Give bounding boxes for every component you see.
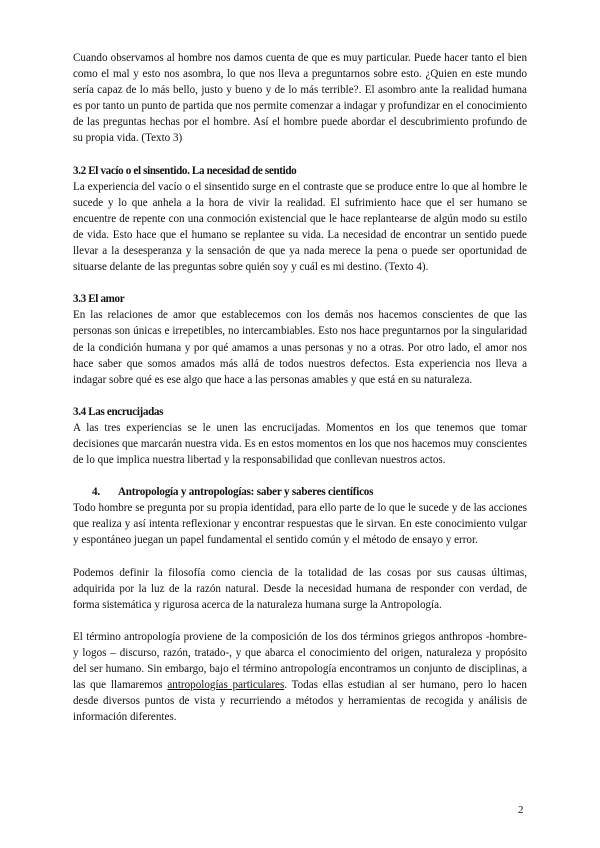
section-3-3-paragraph: En las relaciones de amor que establecemos con los demás nos hacemos conscientes de que las personas son únicas e irrepetibles, no intercambiables. Esto nos hace preguntarnos por la singularidad de la condición humana y por qué amamos a unas personas y no a otras. Por otro lado, el amor nos hace saber que somos amados más allá de todos nuestros defectos. Esta experiencia nos lleva a indagar sobre qué es ese algo que hace a las personas amables y que está en su naturaleza. xyxy=(73,309,527,386)
intro-paragraph: Cuando observamos al hombre nos damos cuenta de que es muy particular. Puede hacer tanto el bien como el mal y esto nos asombra, lo que nos lleva a preguntarnos sobre esto. ¿Quien en este mundo sería capaz de lo más bello, justo y bueno y de lo más terrible?. El asombro ante la realidad humana es por tanto un punto de partida que nos permite comenzar a indagar y profundizar en el conocimiento de las preguntas hechas por el hombre. Así el hombre puede abordar el descubrimiento profundo de su propia vida. (Texto 3) xyxy=(73,52,527,145)
section-3-2-paragraph: La experiencia del vacío o el sinsentido surge en el contraste que se produce entre lo que al hombre le sucede y lo que anhela a la hora de vivir la realidad. El sufrimiento hace que el ser humano se encuentre de repente con una conmoción existencial que le hace replantearse de algún modo su estilo de vida. Esto hace que el humano se replantee su vida. La necesidad de encontrar un sentido puede llevar a la desesperanza y la sensación de que ya nada merece la pena o puede ser oportunidad de situarse delante de las preguntas sobre quién soy y cuál es mi destino. (Texto 4). xyxy=(73,180,527,274)
paragraph-3-text-end: . Todas ellas estudian al ser humano, pero lo hacen desde diversos puntos de vista y recurriendo a métodos y herramientas de recogida y análisis de información diferentes. xyxy=(73,679,527,724)
section-3-3-heading: 3.3 El amor xyxy=(73,293,125,306)
section-3-4-heading: 3.4 Las encrucijadas xyxy=(73,405,164,418)
underlined-term: antropologías particulares xyxy=(167,679,285,692)
section-4-paragraph-1: Todo hombre se pregunta por su propia identidad, para ello parte de lo que le sucede y de las acciones que realiza y así intenta reflexionar y encontrar respuestas que le sirvan. En este conocimiento vulgar y espontáneo juegan un papel fundamental el sentido común y el método de ensayo y error. xyxy=(73,502,527,547)
paragraph-3-text-start: El término antropología proviene de la composición de los dos términos griegos anthropos -hombre- y logos – discurso, razón, tratado-, y que abarca el conocimiento del origen, naturaleza y propósito del ser humano. Sin embargo, bajo el término antropología encontramos un conjunto de disciplinas, a las que llamaremos xyxy=(73,630,527,692)
page-number: 2 xyxy=(518,804,524,816)
section-4-number: 4. xyxy=(92,486,100,499)
section-3-2-heading: 3.2 El vacío o el sinsentido. La necesidad de sentido xyxy=(73,164,297,177)
section-3-4-paragraph: A las tres experiencias se le unen las encrucijadas. Momentos en los que tenemos que tomar decisiones que marcarán nuestra vida. Es en estos momentos en los que nos hacemos muy conscientes de lo que implica nuestra libertad y la responsabilidad que conllevan nuestros actos. xyxy=(73,421,527,467)
page-content xyxy=(73,50,527,725)
section-4-paragraph-3 xyxy=(73,629,527,726)
section-4-title: Antropología y antropologías: saber y saberes científicos xyxy=(118,486,374,499)
section-4-paragraph-2: Podemos definir la filosofía como ciencia de la totalidad de las cosas por sus causas últimas, adquirida por la luz de la razón natural. Desde la necesidad humana de responder con verdad, de forma sistemática y rigurosa acerca de la naturaleza humana surge la Antropología. xyxy=(73,566,527,611)
section-4-heading xyxy=(73,484,527,500)
